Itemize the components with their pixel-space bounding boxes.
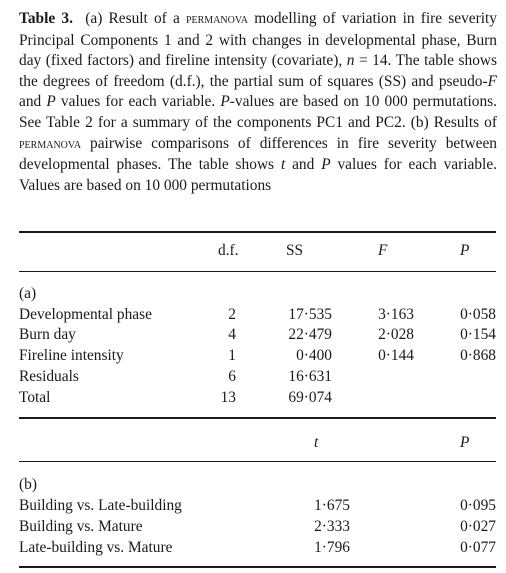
- row-p: 0·154: [460, 326, 496, 343]
- header-p-b: P: [460, 434, 470, 451]
- row-variable: Burn day: [19, 326, 76, 343]
- caption-var: t: [280, 156, 286, 174]
- caption-text: (a) Result of a: [85, 10, 186, 27]
- row-df: 6: [228, 368, 236, 385]
- row-f: 3·163: [378, 306, 414, 323]
- section-label-b: (b): [19, 476, 37, 493]
- row-f: 2·028: [378, 326, 414, 343]
- caption-text: pairwise comparisons of differences in fire severity between developmental phases. The table shows: [19, 134, 497, 174]
- caption-var: P: [46, 93, 56, 111]
- row-ss: 16·631: [288, 368, 332, 385]
- caption-text: modelling of variation in fire severity Principal Components 1 and 2 with changes in developmental phase, Burn day (fixed factors) and fireline intensity (covariate),: [19, 10, 497, 70]
- caption-var: P: [220, 93, 230, 111]
- caption-text: values for each variable.: [55, 93, 221, 111]
- caption-var: P: [321, 156, 331, 174]
- row-p: 0·077: [460, 539, 496, 556]
- row-t: 1·675: [314, 497, 350, 514]
- section-label-a: (a): [19, 285, 37, 302]
- row-ss: 22·479: [288, 326, 332, 343]
- header-rule: [19, 271, 496, 272]
- row-df: 4: [228, 326, 236, 343]
- caption-var: F: [487, 72, 497, 90]
- caption-method: permanova: [185, 12, 249, 27]
- caption-method: permanova: [19, 136, 82, 152]
- row-variable: Fireline intensity: [19, 347, 124, 364]
- row-p: 0·027: [460, 518, 496, 535]
- row-df: 13: [220, 389, 236, 406]
- table-bottom-rule: [19, 566, 496, 568]
- caption-text: and: [285, 156, 322, 174]
- caption-text: = 14. The table shows the degrees of freedom (d.f.), the partial sum of squares (SS) and pseudo-: [19, 52, 497, 90]
- row-variable: Residuals: [19, 368, 79, 385]
- row-f: 0·144: [378, 347, 414, 364]
- header-t: t: [314, 434, 319, 451]
- table-a-bottom-rule: [19, 417, 496, 419]
- row-t: 1·796: [314, 539, 350, 556]
- table-caption: [19, 9, 497, 196]
- header-f: F: [378, 242, 388, 259]
- caption-text: and: [19, 93, 47, 111]
- row-comparison: Building vs. Mature: [19, 518, 143, 535]
- table-top-rule: [19, 231, 496, 233]
- row-p: 0·058: [460, 306, 496, 323]
- caption-var: n: [346, 52, 355, 70]
- row-df: 2: [228, 306, 236, 323]
- caption-label: Table 3.: [19, 10, 73, 27]
- row-ss: 17·535: [288, 306, 332, 323]
- header-rule-b: [19, 461, 496, 462]
- row-comparison: Late-building vs. Mature: [19, 539, 173, 556]
- row-variable: Developmental phase: [19, 306, 152, 323]
- row-p: 0·868: [460, 347, 496, 364]
- row-df: 1: [228, 347, 236, 364]
- header-ss: SS: [286, 242, 304, 259]
- header-p: P: [460, 242, 470, 259]
- row-ss: 69·074: [288, 389, 332, 406]
- caption-text: values for each variable. Values are based on 10 000 permutations: [19, 156, 497, 194]
- header-df: d.f.: [218, 242, 239, 259]
- row-comparison: Building vs. Late-building: [19, 497, 182, 514]
- row-t: 2·333: [314, 518, 350, 535]
- caption-text: -values are based on 10 000 permutations. See Table 2 for a summary of the components PC1 and PC2. (b) Results of: [19, 93, 497, 131]
- row-ss: 0·400: [296, 347, 332, 364]
- row-variable: Total: [19, 389, 51, 406]
- row-p: 0·095: [460, 497, 496, 514]
